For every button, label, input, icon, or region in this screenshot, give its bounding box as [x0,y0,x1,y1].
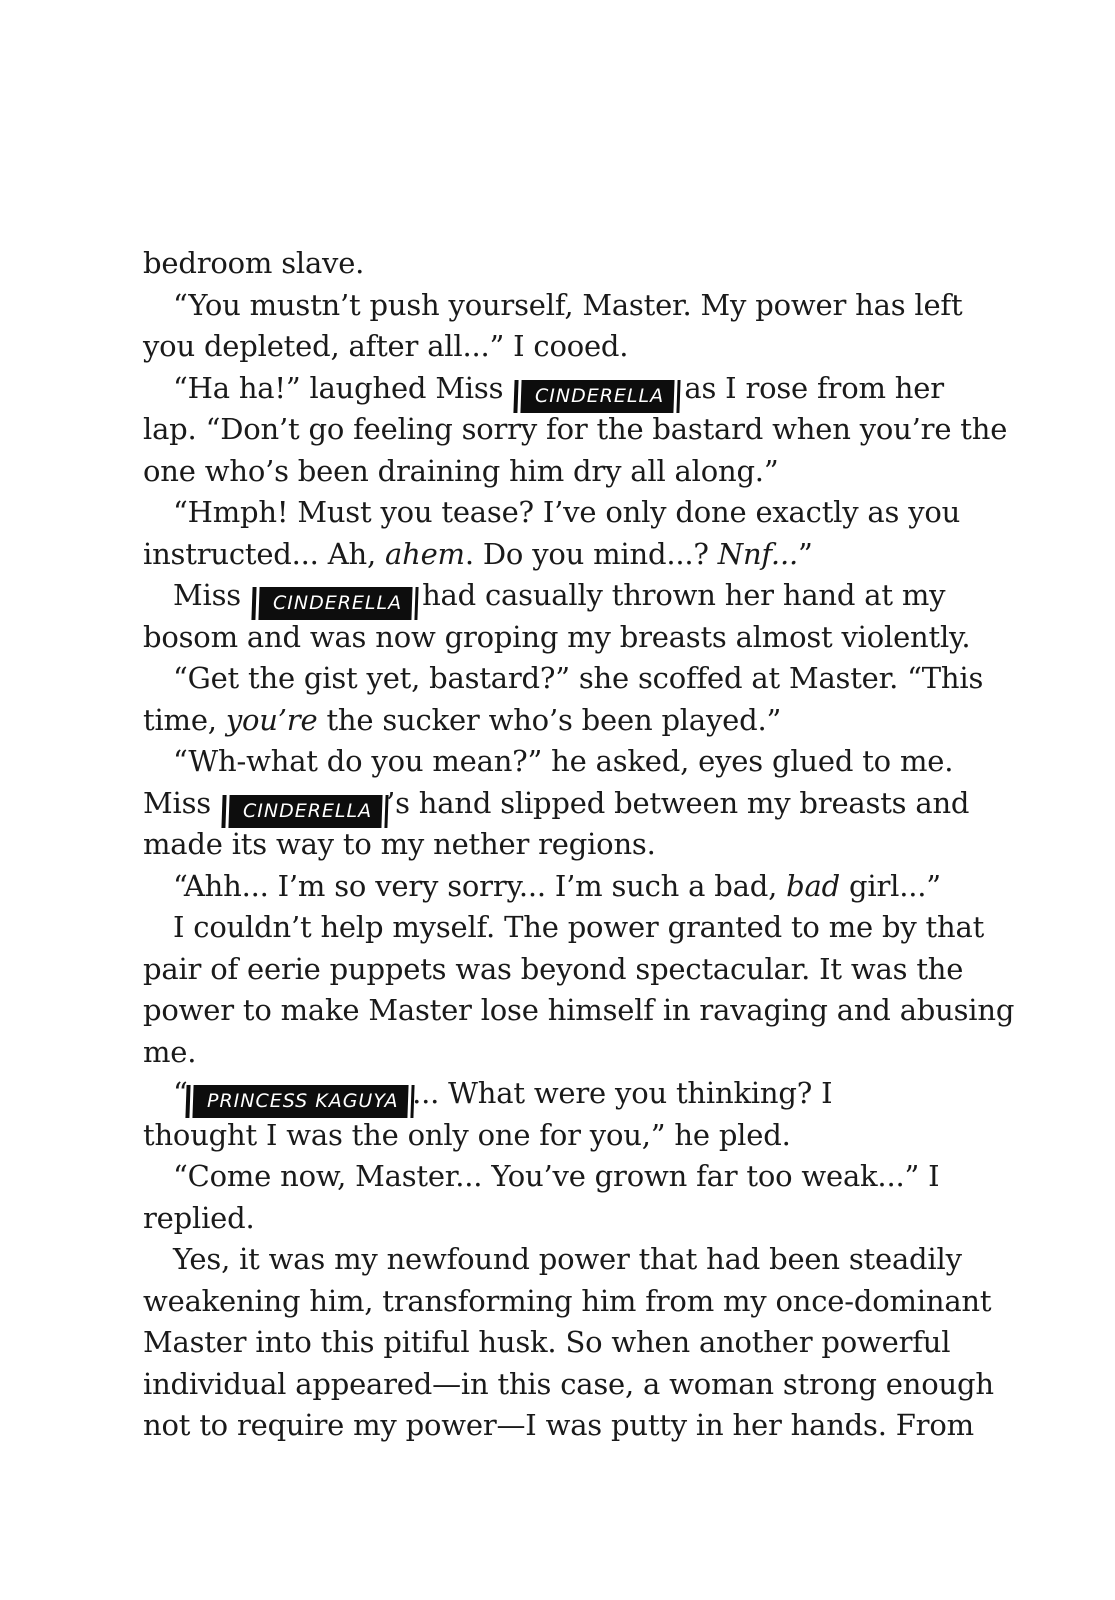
text-span: ’s hand slipped between my breasts and [386,785,970,820]
body-text [143,243,1015,1447]
text-span: bosom and was now groping my breasts almost violently. [143,619,971,654]
text-line [143,617,973,659]
text-span: pair of eerie puppets was beyond spectacular. It was the [143,951,964,986]
text-span: “ [173,1076,188,1110]
text-span: Miss [173,578,241,612]
text-line [143,907,985,949]
text-span: time, [143,702,217,737]
text-line [143,368,973,410]
text-span: thought I was the only one for you,” he pled. [143,1117,791,1152]
text-span: lap. “Don’t go feeling sorry for the bastard when you’re the [143,412,1008,446]
text-span: power to make Master lose himself in ravaging and abusing [143,993,1015,1027]
italic-span: Nnf... [717,536,798,571]
redaction-bar-cinderella [225,795,382,828]
text-line [143,1156,973,1198]
text-line [143,575,973,617]
italic-span: ahem [385,536,465,571]
text-line [143,1364,994,1406]
text-line [143,326,973,368]
text-line [143,1239,973,1281]
text-span: Miss [143,785,211,820]
text-line [143,741,973,783]
text-span: “Ha ha!” laughed Miss [173,370,504,405]
text-span: “Come now, Master... You’ve grown far too weak...” I [173,1159,940,1193]
text-line [143,783,973,825]
redaction-bar-princess-kaguya [189,1085,409,1118]
text-line [143,285,973,327]
text-span: weakening him, transforming him from my once-dominant [143,1283,992,1318]
text-span: Yes, it was my newfound power that had been steadily [173,1242,962,1276]
text-span: individual appeared—in this case, a woman strong enough [143,1366,994,1401]
text-span: girl...” [849,868,941,903]
redaction-bar-cinderella [255,587,412,620]
text-span: “Get the gist yet, bastard?” she scoffed at Master. “This [173,661,984,695]
text-line [143,1322,973,1364]
text-span: instructed... Ah, [143,536,376,571]
text-span: replied. [143,1200,255,1235]
text-line [143,1281,992,1323]
text-span: bedroom slave. [143,246,365,280]
text-span: one who’s been draining him dry all along.” [143,453,779,488]
redacted-name: CINDERELLA [535,384,665,407]
text-line [143,409,1008,451]
text-line [143,866,973,908]
text-span: “Hmph! Must you tease? I’ve only done exactly as you [173,495,961,529]
text-span: Master into this pitiful husk. So when another powerful [143,1325,951,1359]
text-span: not to require my power—I was putty in her hands. From [143,1408,974,1442]
text-span: me. [143,1034,197,1069]
redacted-name: CINDERELLA [242,799,373,822]
text-line [143,451,973,493]
text-span: had casually thrown her hand at my [422,578,946,612]
text-span: made its way to my nether regions. [143,827,656,861]
text-span: . Do you mind...? [464,536,709,571]
text-span: I couldn’t help myself. The power granted to me by that [173,910,985,944]
redacted-name: CINDERELLA [272,592,403,614]
text-line [143,1032,973,1074]
text-line [143,1115,973,1157]
text-span: “You mustn’t push yourself, Master. My power has left [173,287,963,322]
text-span: the sucker who’s been played.” [326,702,782,737]
text-line [143,658,984,700]
text-line [143,1073,973,1115]
text-span: “Wh-what do you mean?” he asked, eyes glued to me. [173,744,954,778]
text-line [143,824,973,866]
text-line [143,990,1015,1032]
redaction-bar-cinderella [518,380,675,413]
text-span: ... What were you thinking? I [412,1076,833,1110]
redacted-name: PRINCESS KAGUYA [206,1090,399,1112]
italic-span: bad [786,868,840,903]
text-line [143,700,973,742]
text-span: “Ahh... I’m so very sorry... I’m such a bad, [173,868,778,903]
text-line [143,243,973,285]
text-line [143,1405,973,1447]
text-line [143,1198,973,1240]
italic-span: you’re [225,702,318,737]
text-span: ” [798,536,813,571]
text-span: you depleted, after all...” I cooed. [143,329,629,363]
text-line [143,949,973,991]
text-span: as I rose from her [684,370,944,405]
text-line [143,534,973,576]
text-line [143,492,973,534]
